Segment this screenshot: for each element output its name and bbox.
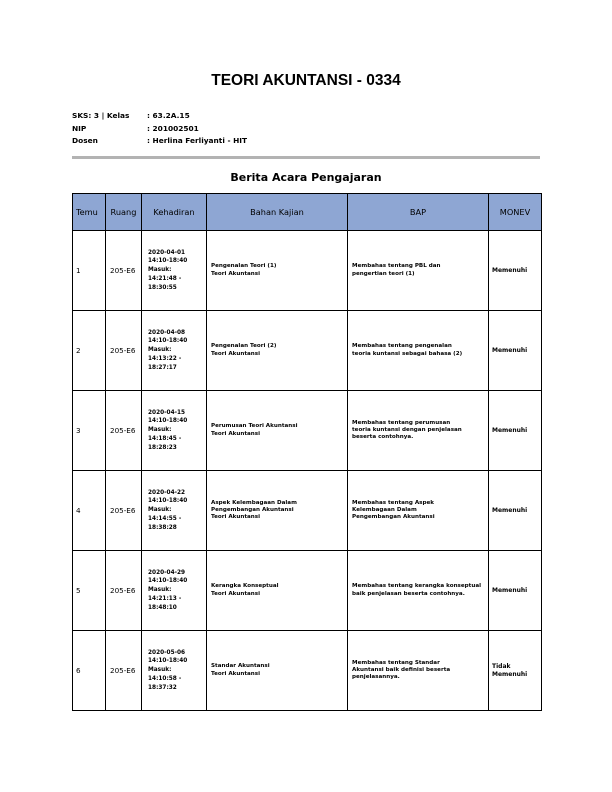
cell-temu: 6 [73,631,106,711]
cell-bahan-kajian: Aspek Kelembagaan Dalam Pengembangan Akuntansi Teori Akuntansi [207,471,348,551]
header-monev: MONEV [489,194,542,231]
header-bahan-kajian: Bahan Kajian [207,194,348,231]
cell-temu: 3 [73,391,106,471]
cell-monev: Tidak Memenuhi [489,631,542,711]
info-value: : Herlina Ferliyanti - HIT [147,136,248,145]
info-value: : 63.2A.15 [147,111,190,120]
info-label: NIP [72,123,87,133]
table-row [73,631,542,711]
header-temu: Temu [73,194,106,231]
cell-kehadiran: 2020-04-01 14:10-18:40 Masuk: 14:21:48 - 18:30:55 [142,231,207,311]
table-row [73,391,542,471]
cell-bahan-kajian: Standar Akuntansi Teori Akuntansi [207,631,348,711]
cell-monev: Memenuhi [489,311,542,391]
info-value: : 201002501 [147,123,199,133]
cell-bahan-kajian: Pengenalan Teori (2) Teori Akuntansi [207,311,348,391]
cell-kehadiran: 2020-04-22 14:10-18:40 Masuk: 14:14:55 - 18:38:28 [142,471,207,551]
cell-bap: Membahas tentang Aspek Kelembagaan Dalam Pengembangan Akuntansi [348,471,489,551]
info-label: Dosen [72,136,98,145]
cell-ruang: 205-E6 [106,551,142,631]
cell-bap: Membahas tentang kerangka konseptual baik penjelasan beserta contohnya. [348,551,489,631]
cell-ruang: 205-E6 [106,631,142,711]
header-bap: BAP [348,194,489,231]
cell-temu: 4 [73,471,106,551]
document-title: TEORI AKUNTANSI - 0334 [211,72,401,89]
table-row [73,471,542,551]
table-row [73,551,542,631]
cell-bahan-kajian: Pengenalan Teori (1) Teori Akuntansi [207,231,348,311]
cell-ruang: 205-E6 [106,231,142,311]
info-row-sks [72,110,247,123]
cell-temu: 1 [73,231,106,311]
course-info [72,110,247,148]
info-label: SKS: 3 | Kelas [72,111,130,120]
cell-kehadiran: 2020-04-08 14:10-18:40 Masuk: 14:13:22 - 18:27:17 [142,311,207,391]
cell-monev: Memenuhi [489,551,542,631]
cell-bap: Membahas tentang Standar Akuntansi baik definisi beserta penjelasannya. [348,631,489,711]
info-row-nip [72,123,247,136]
cell-temu: 5 [73,551,106,631]
divider [72,156,540,159]
cell-bap: Membahas tentang PBL dan pengertian teori (1) [348,231,489,311]
cell-bap: Membahas tentang perumusan teoria kuntansi dengan penjelasan beserta contohnya. [348,391,489,471]
cell-bahan-kajian: Kerangka Konseptual Teori Akuntansi [207,551,348,631]
table-row [73,231,542,311]
table-header-row [73,194,542,231]
info-row-dosen [72,135,247,148]
cell-monev: Memenuhi [489,231,542,311]
cell-ruang: 205-E6 [106,471,142,551]
cell-ruang: 205-E6 [106,391,142,471]
cell-kehadiran: 2020-04-29 14:10-18:40 Masuk: 14:21:13 - 18:48:10 [142,551,207,631]
cell-kehadiran: 2020-04-15 14:10-18:40 Masuk: 14:18:45 - 18:28:23 [142,391,207,471]
cell-monev: Memenuhi [489,471,542,551]
header-kehadiran: Kehadiran [142,194,207,231]
section-title: Berita Acara Pengajaran [230,171,382,184]
cell-bap: Membahas tentang pengenalan teoria kuntansi sebagai bahasa (2) [348,311,489,391]
cell-bahan-kajian: Perumusan Teori Akuntansi Teori Akuntansi [207,391,348,471]
cell-kehadiran: 2020-05-06 14:10-18:40 Masuk: 14:10:58 - 18:37:32 [142,631,207,711]
table-row [73,311,542,391]
cell-ruang: 205-E6 [106,311,142,391]
cell-temu: 2 [73,311,106,391]
header-ruang: Ruang [106,194,142,231]
cell-monev: Memenuhi [489,391,542,471]
teaching-record-table [72,193,542,711]
